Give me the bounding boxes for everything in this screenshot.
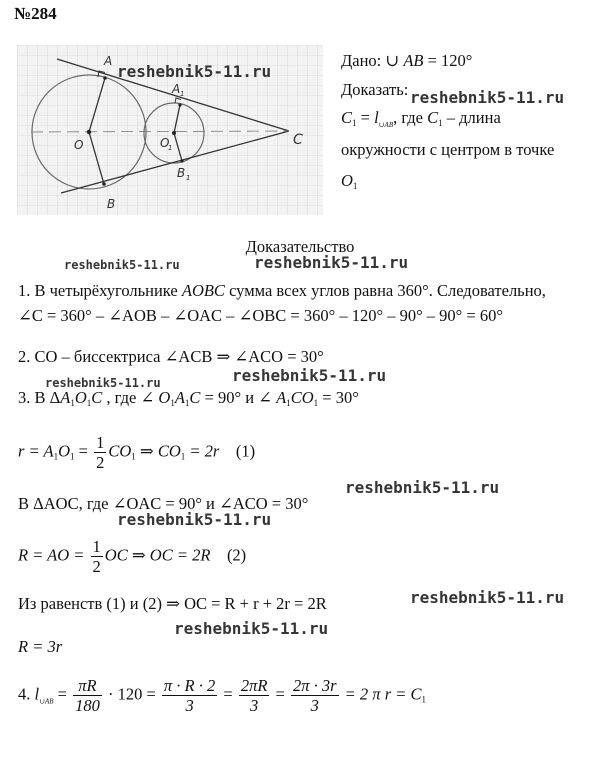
proof-title: Доказательство <box>245 237 355 256</box>
watermark: reshebnik5-11.ru <box>254 253 409 272</box>
watermark: reshebnik5-11.ru <box>232 366 387 385</box>
point-A <box>103 76 107 80</box>
step-1b: ∠C = 360° – ∠AOB – ∠OAC – ∠OBC = 360° – 120° – 90° – 90° = 60° <box>18 306 503 325</box>
step-1a: 1. В четырёхугольнике AOBC сумма всех углов равна 360°. Следовательно, <box>18 281 546 300</box>
watermark: reshebnik5-11.ru <box>410 588 565 607</box>
watermark: reshebnik5-11.ru <box>345 478 500 497</box>
watermark: reshebnik5-11.ru <box>45 376 161 390</box>
step-6: R = 3r <box>18 637 63 656</box>
prove-center: $O_1$ <box>341 171 358 191</box>
given-line: Дано: ∪ AB = 120° <box>341 51 473 70</box>
watermark: reshebnik5-11.ru <box>410 88 565 107</box>
point-O <box>87 130 91 134</box>
label-B1: B <box>177 166 186 180</box>
problem-number: №284 <box>14 4 57 23</box>
watermark: reshebnik5-11.ru <box>174 619 329 638</box>
label-O1-sub: 1 <box>168 144 173 152</box>
step-3: 3. В $\Delta A_1O_1C$ , где ∠ $O_1A_1C = 90^\circ$ и ∠ $A_1CO_1 = 30^\circ$ <box>18 388 359 408</box>
prove-label: Доказать: <box>341 80 409 99</box>
point-B <box>102 182 106 186</box>
step-2: 2. CO – биссектриса ∠ACB ⇒ ∠ACO = 30° <box>18 347 324 366</box>
point-O1 <box>172 131 176 135</box>
label-C: C <box>293 132 303 148</box>
watermark: reshebnik5-11.ru <box>117 62 272 81</box>
equation-1: $r = A_1O_1$ = $\frac{1}{2}$ $CO_1$ ⇒ $CO_1 = 2r$ (1) <box>18 433 256 473</box>
label-O1: O <box>160 136 170 150</box>
watermark: reshebnik5-11.ru <box>117 510 272 529</box>
label-B1-sub: 1 <box>186 174 191 182</box>
label-O: O <box>74 138 84 152</box>
prove-statement-cont: окружности с центром в точке <box>341 140 555 159</box>
label-A1-sub: 1 <box>180 90 185 98</box>
step-5: Из равенств (1) и (2) ⇒ OC = R + r + 2r = 2R <box>18 594 327 613</box>
step-7: 4. $l_{\cup AB}$ = $\frac{\pi R}{180}$ · 120 = $\frac{\pi \cdot R \cdot 2}{3}$ = $\frac{2\pi R}{3}$ = $\frac{2\pi \cdot 3r}{3}$ = 2 π $r = C_1$ <box>18 676 427 716</box>
label-A1: A <box>172 82 181 96</box>
prove-statement: $C_1 = l_{\cup AB}$, где $C_1$ – длина <box>341 108 501 129</box>
point-A1 <box>178 103 181 106</box>
label-B: B <box>107 197 116 211</box>
equation-2: R = AO = $\frac{1}{2}$ OC ⇒ OC = 2R (2) <box>18 537 247 577</box>
point-B1 <box>180 159 183 162</box>
watermark: reshebnik5-11.ru <box>64 258 180 272</box>
step-4: В ΔAOC, где ∠OAC = 90° и ∠ACO = 30° <box>18 494 309 513</box>
label-A: A <box>104 54 113 68</box>
